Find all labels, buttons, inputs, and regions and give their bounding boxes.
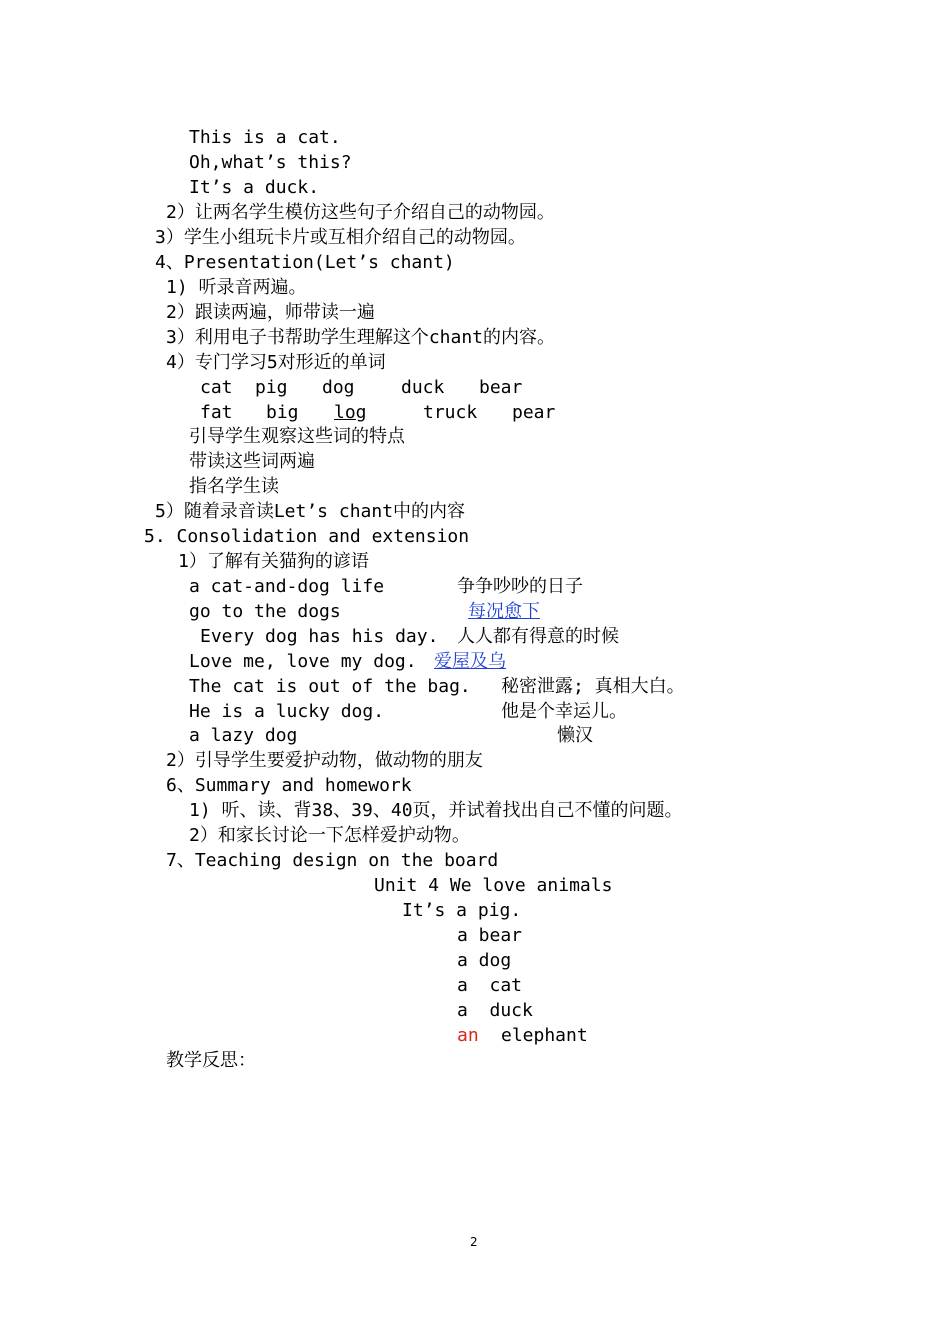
idiom-en: Every dog has his day. xyxy=(200,626,439,647)
idiom-en: Love me, love my dog. xyxy=(189,651,417,672)
step6-heading: 6、Summary and homework xyxy=(166,775,412,796)
idiom-zh: 懒汉 xyxy=(557,725,593,746)
idiom-en: a cat-and-dog life xyxy=(189,576,385,597)
board-article-an: an xyxy=(457,1025,479,1046)
page-number: 2 xyxy=(470,1235,478,1249)
step4-item-2: 2）跟读两遍，师带读一遍 xyxy=(166,302,375,323)
step5-heading: 5. Consolidation and extension xyxy=(144,526,470,547)
step3-item-3: 3）学生小组玩卡片或互相介绍自己的动物园。 xyxy=(155,227,526,248)
step4-item-4: 4）专门学习5对形近的单词 xyxy=(166,352,386,373)
idiom-en: a lazy dog xyxy=(189,725,298,746)
step4-item-1: 1) 听录音两遍。 xyxy=(166,277,307,298)
idiom-zh-link[interactable]: 爱屋及乌 xyxy=(434,651,506,672)
step4-note-2: 带读这些词两遍 xyxy=(189,451,315,472)
word-cat: cat xyxy=(200,377,233,398)
idiom-en: He is a lucky dog. xyxy=(189,701,385,722)
step4-note-1: 引导学生观察这些词的特点 xyxy=(189,426,405,447)
board-item: a bear xyxy=(457,925,523,946)
idiom-zh-link[interactable]: 每况愈下 xyxy=(468,601,540,622)
step5-sub-1: 1）了解有关猫狗的谚语 xyxy=(178,551,369,572)
step4-note-3: 指名学生读 xyxy=(189,476,279,497)
word-pear: pear xyxy=(512,402,556,423)
dialog-line-1: This is a cat. xyxy=(189,127,341,148)
step3-item-2: 2）让两名学生模仿这些句子介绍自己的动物园。 xyxy=(166,202,555,223)
step4-item-3: 3）利用电子书帮助学生理解这个chant的内容。 xyxy=(166,327,556,348)
idiom-en: The cat is out of the bag. xyxy=(189,676,471,697)
dialog-line-2: Oh,what’s this? xyxy=(189,152,352,173)
word-bear: bear xyxy=(479,377,523,398)
board-item: a duck xyxy=(457,1000,533,1021)
dialog-line-3: It’s a duck. xyxy=(189,177,320,198)
board-title: Unit 4 We love animals xyxy=(374,875,613,896)
board-item: a dog xyxy=(457,950,512,971)
reflection-label: 教学反思： xyxy=(166,1050,256,1071)
idiom-zh: 秘密泄露; 真相大白。 xyxy=(501,676,685,697)
word-dog: dog xyxy=(322,377,355,398)
step5-sub-2: 2）引导学生要爱护动物，做动物的朋友 xyxy=(166,750,483,771)
board-item: a cat xyxy=(457,975,523,996)
word-duck: duck xyxy=(401,377,445,398)
step4-item-5: 5）随着录音读Let’s chant中的内容 xyxy=(155,501,466,522)
board-item-elephant: elephant xyxy=(501,1025,588,1046)
word-fat: fat xyxy=(200,402,233,423)
word-log: log xyxy=(334,402,367,423)
idiom-zh: 他是个幸运儿。 xyxy=(501,701,627,722)
step7-heading: 7、Teaching design on the board xyxy=(166,850,499,871)
homework-2: 2）和家长讨论一下怎样爱护动物。 xyxy=(189,825,470,846)
word-big: big xyxy=(266,402,299,423)
word-truck: truck xyxy=(423,402,478,423)
word-pig: pig xyxy=(255,377,288,398)
board-sentence: It’s a pig. xyxy=(402,900,522,921)
idiom-en: go to the dogs xyxy=(189,601,341,622)
homework-1: 1) 听、读、背38、39、40页，并试着找出自己不懂的问题。 xyxy=(189,800,683,821)
idiom-zh: 争争吵吵的日子 xyxy=(457,576,583,597)
step4-heading: 4、Presentation(Let’s chant) xyxy=(155,252,455,273)
idiom-zh: 人人都有得意的时候 xyxy=(457,626,619,647)
